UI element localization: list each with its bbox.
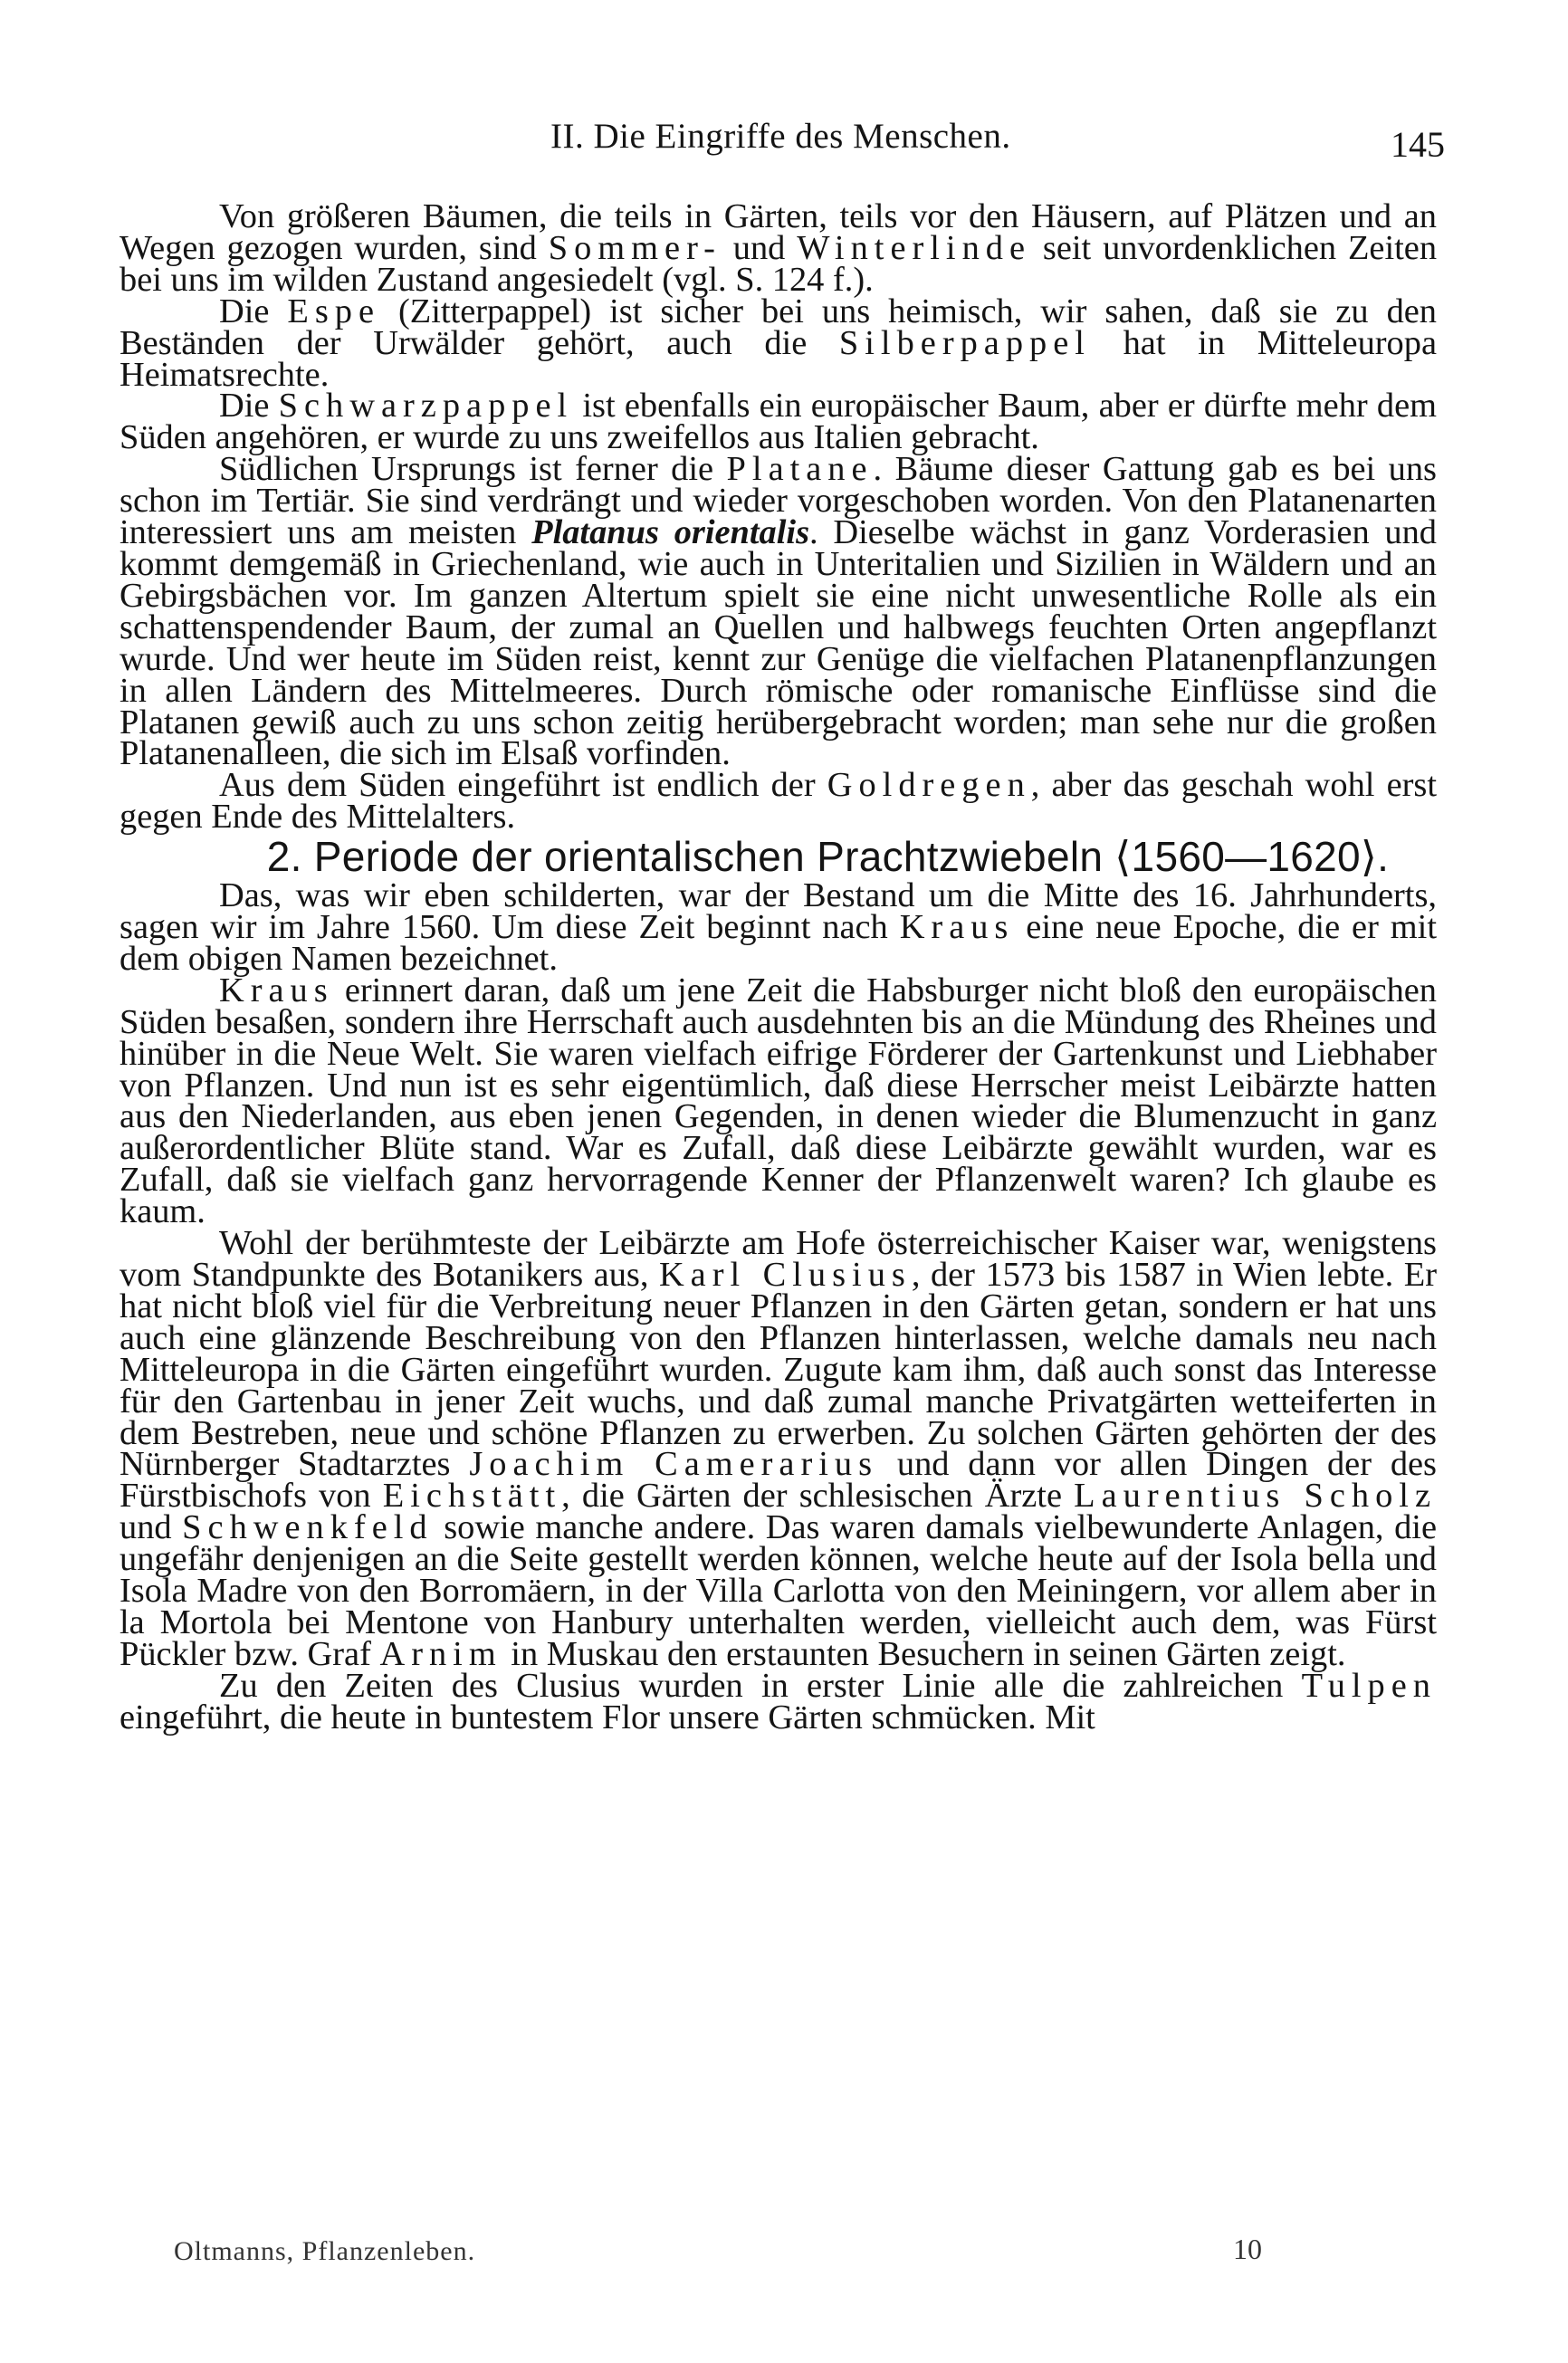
spaced-term: Laurentius Scholz — [1074, 1477, 1437, 1516]
paragraph — [120, 292, 1437, 394]
spaced-term: Goldregen — [827, 766, 1031, 805]
text-run: Die — [219, 292, 288, 330]
section-heading: 2. Periode der orientalischen Prachtzwiebeln ⟨1560—1620⟩. — [266, 833, 1390, 881]
paragraph — [120, 766, 1437, 837]
text-run: erinnert daran, daß um jene Zeit die Habsburger nicht bloß den europäischen Süden besaßen, sondern ihre Herrschaft auch ausdehnten bis an die Mündung des Rheines und hinüber in die Neue Welt. Sie waren vielfach eifrige Förderer der Gartenkunst und Liebhaber von Pflanzen. Und nun ist es sehr eigentümlich, daß diese Herrscher meist Leibärzte hatten aus den Niederlanden, aus eben jenen Gegenden, in denen wieder die Blumenzucht in ganz außerordentlicher Blüte stand. War es Zufall, daß diese Leibärzte gewählt wurden, war es Zufall, daß sie vielfach ganz hervorragende Kenner der Pflanzenwelt waren? Ich glaube es kaum. — [120, 971, 1437, 1231]
spaced-term: Platane — [726, 450, 874, 489]
text-run: . Dieselbe wächst in ganz Vorderasien und kommt demgemäß in Griechenland, wie auch in Unteritalien und Sizilien in Wäldern und an Gebirgsbächen vor. Im ganzen Altertum spielt sie eine nicht unwesentliche Rolle als ein schattenspendender Baum, der zumal an Quellen und halbwegs feuchten Orten angepflanzt wurde. Und wer heute im Süden reist, kennt zur Genüge die vielfachen Platanenpflanzungen in allen Ländern des Mittelmeeres. Durch römische oder romanische Einflüsse sind die Platanen gewiß auch zu uns schon zeitig herübergebracht worden; man sehe nur die großen Platanenalleen, die sich im Elsaß vorfinden. — [120, 513, 1437, 773]
spaced-term: Tulpen — [1301, 1666, 1437, 1705]
text-run: sowie manche andere. Das waren damals vielbewunderte Anlagen, die ungefähr denjenigen an die Seite gestellt werden können, welche heute auf der Isola bella und Isola Madre von den Borromäern, in der Villa Carlotta von den Meiningern, vor allem aber in la Mortola bei Mentone von Hanbury unterhalten werden, vielleicht auch dem, was Fürst Pückler bzw. Graf — [120, 1508, 1437, 1673]
text-run: und — [721, 228, 798, 267]
spaced-term: Silberpappel — [838, 323, 1091, 362]
paragraph — [120, 197, 1438, 299]
text-run: und dann vor allen Dingen der des Fürstbischofs von — [120, 1445, 1437, 1516]
spaced-term: Arnim — [379, 1634, 502, 1673]
text-run: Aus dem Süden eingeführt ist endlich der — [219, 766, 827, 805]
footer-source: Oltmanns, Pflanzenleben. — [174, 2236, 476, 2266]
spaced-term: Winterlinde — [797, 228, 1032, 267]
text-run: , die Gärten der schlesischen Ärzte — [561, 1477, 1075, 1516]
spaced-term: Kraus — [219, 971, 334, 1009]
spaced-term: Eichstätt — [382, 1477, 562, 1516]
species-name: Platanus orientalis — [531, 513, 810, 552]
text-run: , der 1573 bis 1587 in Wien lebte. Er hat nicht bloß viel für die Verbreitung neuer Pflanzen in den Gärten getan, sondern er hat uns auch eine glänzende Beschreibung von den Pflanzen hinterlassen, welche damals neu nach Mitteleuropa in die Gärten eingeführt wurden. Zugute kam ihm, daß auch sonst das Interesse für den Gartenbau in jener Zeit wuchs, und daß zumal manche Privatgärten wetteiferten in dem Bestreben, neue und schöne Pflanzen zu erwerben. Zu solchen Gärten gehörten der des Nürnberger Stadtarztes — [120, 1256, 1437, 1484]
paragraph — [120, 450, 1438, 773]
signature-mark: 10 — [1233, 2233, 1262, 2265]
spaced-term: Joachim Camerarius — [469, 1445, 879, 1484]
spaced-term: Sommer- — [548, 228, 722, 267]
spaced-term: Kraus — [899, 908, 1015, 947]
text-run: Die — [219, 387, 279, 426]
text-run: Von größeren Bäumen, die teils in Gärten, teils vor den Häusern, auf Plätzen und an Wegen gezogen wurden, sind — [120, 197, 1437, 267]
paragraph — [120, 876, 1437, 978]
text-run: Wohl der berühmteste der Leibärzte am Hofe österreichischer Kaiser war, wenigstens vom Standpunkte des Botanikers aus, — [120, 1224, 1437, 1294]
spaced-term: Espe — [287, 292, 381, 330]
text-run: eingeführt, die heute in buntestem Flor unsere Gärten schmücken. Mit — [120, 1698, 1095, 1736]
paragraph — [120, 387, 1437, 457]
text-run: in Muskau den erstaunten Besuchern in seinen Gärten zeigt. — [502, 1634, 1346, 1673]
text-run: . Bäume dieser Gattung gab es bei uns schon im Tertiär. Sie sind verdrängt und wieder vorgeschoben worden. Von den Platanenarten interessiert uns am meisten — [120, 450, 1438, 552]
spaced-term: Karl Clusius — [658, 1256, 912, 1294]
running-head: II. Die Eingriffe des Menschen. — [550, 117, 1011, 156]
paragraph — [120, 1666, 1437, 1736]
text-run: hat in Mitteleuropa Heimatsrechte. — [120, 323, 1437, 394]
page-number: 145 — [1391, 124, 1445, 165]
text-run: Das, was wir eben schilderten, war der Bestand um die Mitte des 16. Jahrhunderts, sagen wir im Jahre 1560. Um diese Zeit beginnt nach — [120, 876, 1437, 947]
spaced-term: Schwarzpappel — [278, 387, 574, 426]
text-run: Zu den Zeiten des Clusius wurden in erster Linie alle die zahlreichen — [219, 1666, 1302, 1705]
text-run: eine neue Epoche, die er mit dem obigen Namen bezeichnet. — [120, 908, 1437, 978]
body-text — [120, 197, 1438, 1736]
text-run: , aber das geschah wohl erst gegen Ende des Mittelalters. — [120, 766, 1437, 837]
paragraph — [120, 971, 1437, 1231]
text-run: (Zitterpappel) ist sicher bei uns heimisch, wir sahen, daß sie zu den Beständen der Urwälder gehört, auch die — [120, 292, 1437, 362]
spaced-term: Schwenkfeld — [182, 1508, 434, 1547]
text-run: seit unvordenklichen Zeiten bei uns im wilden Zustand angesiedelt (vgl. S. 124 f.). — [120, 228, 1438, 299]
text-run: und — [120, 1508, 183, 1547]
paragraph — [120, 1224, 1437, 1673]
text-run: ist ebenfalls ein europäischer Baum, aber er dürfte mehr dem Süden angehören, er wurde zu uns zweifellos aus Italien gebracht. — [120, 387, 1437, 457]
text-run: Südlichen Ursprungs ist ferner die — [219, 450, 727, 489]
